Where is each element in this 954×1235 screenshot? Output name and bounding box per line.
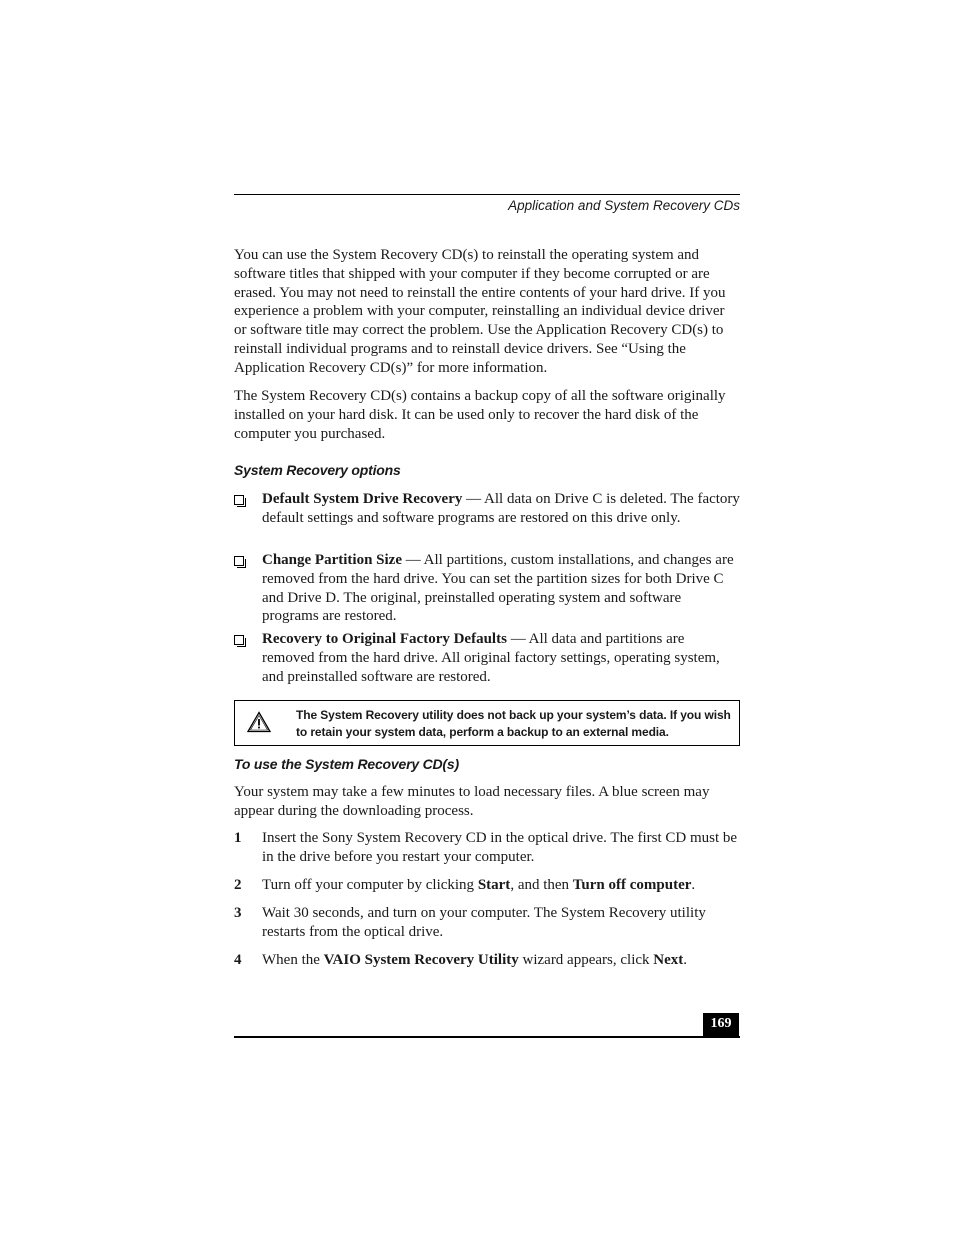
option-desc: — All partitions, custom installations, and changes are removed from the hard drive. You can set the partition sizes for both Drive C and Drive D. The original, preinstalled operating system and software programs are restored.: [262, 552, 734, 625]
checkbox-bullet-icon: [234, 495, 244, 505]
intro-paragraph-2: [234, 387, 740, 443]
procedure-intro: [234, 783, 740, 821]
option-term: Default System Drive Recovery: [262, 491, 463, 507]
checkbox-bullet-icon: [234, 635, 244, 645]
option-item-change-partition: [234, 551, 740, 626]
step-bold-utility: VAIO System Recovery Utility: [323, 952, 519, 968]
step-bold-next: Next: [653, 952, 684, 968]
step-text: .: [683, 952, 688, 968]
step-text: Turn off your computer by clicking: [262, 877, 478, 893]
checkbox-bullet-icon: [234, 556, 244, 566]
step-3: [234, 904, 740, 942]
intro-paragraph-2-text: The System Recovery CD(s) contains a backup copy of all the software originally installed on your hard disk. It can be used only to recover the hard disk of the computer you purchased.: [234, 388, 726, 442]
header-rule: [234, 194, 740, 195]
warning-triangle-icon: [247, 711, 271, 733]
option-desc: — All data on Drive C is deleted. The factory default settings and software programs are restored on this drive only.: [262, 491, 740, 526]
step-number: 1: [234, 830, 242, 846]
step-text: Insert the Sony System Recovery CD in the optical drive. The first CD must be in the drive before you restart your computer.: [262, 830, 738, 865]
intro-paragraph-1-text: You can use the System Recovery CD(s) to reinstall the operating system and software titles that shipped with your computer if they become corrupted or are erased. You may not need to reinstall the entire contents of your hard drive. If you experience a problem with your computer, reinstalling an individual device driver or software title may correct the problem. Use the Application Recovery CD(s) to reinstall individual programs and to reinstall device drivers. See “Using the Application Recovery CD(s)” for more information.: [234, 247, 726, 376]
step-number: 3: [234, 905, 242, 921]
step-text: Wait 30 seconds, and turn on your computer. The System Recovery utility restarts from the optical drive.: [262, 905, 706, 940]
step-text: When the: [262, 952, 324, 968]
page-number: 169: [703, 1013, 739, 1037]
step-number: 2: [234, 877, 242, 893]
warning-note-text: The System Recovery utility does not back up your system’s data. If you wish to retain your system data, perform a backup to an external media.: [296, 708, 731, 739]
step-text: , and then: [510, 877, 573, 893]
step-text: wizard appears, click: [518, 952, 654, 968]
step-text: .: [691, 877, 696, 893]
option-desc: — All data and partitions are removed from the hard drive. All original factory settings, operating system, and preinstalled software are restored.: [262, 631, 720, 685]
procedure-intro-text: Your system may take a few minutes to load necessary files. A blue screen may appear during the downloading process.: [234, 784, 710, 819]
step-number: 4: [234, 952, 242, 968]
step-1: [234, 829, 740, 867]
warning-note: [234, 700, 740, 746]
options-heading: System Recovery options: [234, 462, 401, 478]
step-bold-turn-off: Turn off computer: [572, 877, 692, 893]
footer-rule: [234, 1036, 740, 1038]
running-head: Application and System Recovery CDs: [508, 198, 740, 213]
step-bold-start: Start: [477, 877, 511, 893]
option-item-factory-defaults: [234, 630, 740, 686]
step-4: [234, 951, 740, 970]
option-term: Recovery to Original Factory Defaults: [262, 631, 507, 647]
option-term: Change Partition Size: [262, 552, 402, 568]
option-item-default-drive: [234, 490, 740, 528]
intro-paragraph-1: [234, 246, 740, 378]
step-2: [234, 876, 740, 895]
procedure-heading: To use the System Recovery CD(s): [234, 756, 459, 772]
